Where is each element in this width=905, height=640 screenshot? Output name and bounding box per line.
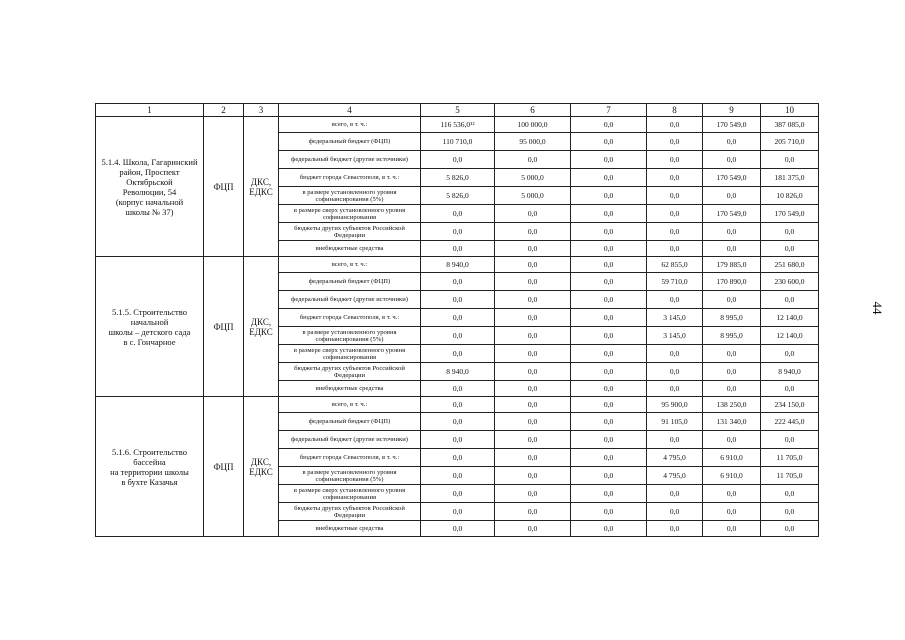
value-cell: 3 145,0 bbox=[647, 309, 703, 327]
value-cell: 0,0 bbox=[761, 345, 819, 363]
value-cell: 0,0 bbox=[495, 397, 571, 413]
project-name bbox=[96, 397, 204, 537]
value-cell: 10 826,0 bbox=[761, 187, 819, 205]
value-cell: 0,0 bbox=[495, 467, 571, 485]
value-cell: 0,0 bbox=[421, 273, 495, 291]
program-cell: ФЦП bbox=[204, 397, 244, 537]
executor-line: ЕДКС bbox=[249, 186, 273, 197]
funding-source: бюджет города Севастополя, в т. ч.: bbox=[279, 309, 421, 327]
value-cell: 0,0 bbox=[761, 241, 819, 257]
value-cell: 8 940,0 bbox=[421, 257, 495, 273]
project-name-line: Революции, 54 bbox=[122, 186, 177, 197]
value-cell: 5 826,0 bbox=[421, 169, 495, 187]
value-cell: 181 375,0 bbox=[761, 169, 819, 187]
value-cell: 0,0 bbox=[421, 205, 495, 223]
value-cell: 4 795,0 bbox=[647, 467, 703, 485]
value-cell: 0,0 bbox=[703, 431, 761, 449]
value-cell: 0,0 bbox=[571, 223, 647, 241]
value-cell: 0,0 bbox=[571, 521, 647, 537]
value-cell: 0,0 bbox=[647, 503, 703, 521]
value-cell: 0,0 bbox=[761, 431, 819, 449]
header-cell: 9 bbox=[703, 104, 761, 117]
value-cell: 0,0 bbox=[421, 151, 495, 169]
header-cell: 5 bbox=[421, 104, 495, 117]
project-name-line: в бухте Казачья bbox=[121, 476, 178, 487]
value-cell: 230 600,0 bbox=[761, 273, 819, 291]
value-cell: 0,0 bbox=[761, 151, 819, 169]
value-cell: 0,0 bbox=[647, 381, 703, 397]
value-cell: 0,0 bbox=[495, 449, 571, 467]
value-cell: 0,0 bbox=[761, 223, 819, 241]
value-cell: 8 995,0 bbox=[703, 327, 761, 345]
value-cell: 0,0 bbox=[703, 381, 761, 397]
value-cell: 0,0 bbox=[421, 503, 495, 521]
value-cell: 0,0 bbox=[421, 431, 495, 449]
value-cell: 5 826,0 bbox=[421, 187, 495, 205]
value-cell: 0,0 bbox=[703, 223, 761, 241]
funding-source: федеральный бюджет (ФЦП) bbox=[279, 273, 421, 291]
value-cell: 0,0 bbox=[571, 503, 647, 521]
value-cell: 170 890,0 bbox=[703, 273, 761, 291]
value-cell: 0,0 bbox=[421, 327, 495, 345]
value-cell: 95 000,0 bbox=[495, 133, 571, 151]
value-cell: 0,0 bbox=[571, 257, 647, 273]
page-number: 44 bbox=[870, 301, 885, 315]
value-cell: 11 705,0 bbox=[761, 467, 819, 485]
value-cell: 0,0 bbox=[761, 521, 819, 537]
value-cell: 0,0 bbox=[495, 205, 571, 223]
funding-source: в размере установленного уровня софинансирования (5%) bbox=[279, 187, 421, 205]
value-cell: 0,0 bbox=[647, 291, 703, 309]
project-name bbox=[96, 117, 204, 257]
value-cell: 0,0 bbox=[647, 187, 703, 205]
value-cell: 0,0 bbox=[571, 291, 647, 309]
executor-line: ЕДКС bbox=[249, 326, 273, 337]
funding-source: в размере установленного уровня софинансирования (5%) bbox=[279, 327, 421, 345]
value-cell: 0,0 bbox=[571, 397, 647, 413]
value-cell: 170 549,0 bbox=[703, 205, 761, 223]
value-cell: 0,0 bbox=[495, 363, 571, 381]
value-cell: 0,0 bbox=[571, 133, 647, 151]
value-cell: 0,0 bbox=[647, 133, 703, 151]
value-cell: 0,0 bbox=[703, 151, 761, 169]
value-cell: 0,0 bbox=[495, 503, 571, 521]
value-cell: 0,0 bbox=[571, 309, 647, 327]
funding-source: федеральный бюджет (другие источники) bbox=[279, 431, 421, 449]
project-name-line: 5.1.5. Строительство начальной bbox=[112, 306, 187, 327]
value-cell: 3 145,0 bbox=[647, 327, 703, 345]
value-cell: 170 549,0 bbox=[703, 117, 761, 133]
value-cell: 222 445,0 bbox=[761, 413, 819, 431]
value-cell: 0,0 bbox=[571, 449, 647, 467]
value-cell: 0,0 bbox=[571, 413, 647, 431]
value-cell: 0,0 bbox=[495, 327, 571, 345]
value-cell: 5 000,0 bbox=[495, 169, 571, 187]
value-cell: 0,0 bbox=[421, 223, 495, 241]
value-cell: 0,0 bbox=[647, 345, 703, 363]
project-name bbox=[96, 257, 204, 397]
project-name-line: на территории школы bbox=[110, 466, 189, 477]
value-cell: 0,0 bbox=[495, 381, 571, 397]
value-cell: 0,0 bbox=[703, 241, 761, 257]
value-cell: 0,0 bbox=[495, 257, 571, 273]
value-cell: 0,0 bbox=[761, 291, 819, 309]
value-cell: 251 680,0 bbox=[761, 257, 819, 273]
project-name-line: в с. Гончарное bbox=[123, 336, 176, 347]
funding-source: внебюджетные средства bbox=[279, 381, 421, 397]
executor-cell bbox=[244, 117, 279, 257]
value-cell: 8 995,0 bbox=[703, 309, 761, 327]
value-cell: 0,0 bbox=[571, 363, 647, 381]
value-cell: 0,0 bbox=[703, 363, 761, 381]
value-cell: 0,0 bbox=[647, 363, 703, 381]
value-cell: 0,0 bbox=[571, 117, 647, 133]
budget-table bbox=[95, 103, 819, 537]
executor-line: ДКС, bbox=[250, 456, 272, 467]
project-name-line: школы № 37) bbox=[125, 206, 174, 217]
header-cell: 2 bbox=[204, 104, 244, 117]
value-cell: 205 710,0 bbox=[761, 133, 819, 151]
project-name-line: (корпус начальной bbox=[115, 196, 184, 207]
value-cell: 0,0 bbox=[421, 467, 495, 485]
value-cell: 5 000,0 bbox=[495, 187, 571, 205]
value-cell: 0,0 bbox=[421, 485, 495, 503]
value-cell: 0,0 bbox=[647, 223, 703, 241]
value-cell: 6 910,0 bbox=[703, 467, 761, 485]
value-cell: 138 250,0 bbox=[703, 397, 761, 413]
executor-cell bbox=[244, 257, 279, 397]
value-cell: 0,0 bbox=[495, 413, 571, 431]
program-cell: ФЦП bbox=[204, 117, 244, 257]
value-cell: 0,0 bbox=[421, 241, 495, 257]
value-cell: 234 150,0 bbox=[761, 397, 819, 413]
header-cell: 1 bbox=[96, 104, 204, 117]
value-cell: 0,0 bbox=[421, 291, 495, 309]
value-cell: 179 885,0 bbox=[703, 257, 761, 273]
value-cell: 0,0 bbox=[495, 485, 571, 503]
value-cell: 0,0 bbox=[571, 485, 647, 503]
value-cell: 0,0 bbox=[571, 151, 647, 169]
value-cell: 0,0 bbox=[421, 521, 495, 537]
value-cell: 0,0 bbox=[571, 205, 647, 223]
header-row bbox=[96, 104, 819, 117]
value-cell: 0,0 bbox=[571, 187, 647, 205]
funding-source: федеральный бюджет (ФЦП) bbox=[279, 413, 421, 431]
funding-source: в размере сверх установленного уровня софинансирования bbox=[279, 345, 421, 363]
project-name-line: школы – детского сада bbox=[108, 326, 191, 337]
value-cell: 0,0 bbox=[647, 117, 703, 133]
value-cell: 0,0 bbox=[571, 273, 647, 291]
funding-source: всего, в т. ч.: bbox=[279, 117, 421, 133]
value-cell: 12 140,0 bbox=[761, 309, 819, 327]
value-cell: 62 855,0 bbox=[647, 257, 703, 273]
value-cell: 0,0 bbox=[761, 485, 819, 503]
funding-source: в размере сверх установленного уровня софинансирования bbox=[279, 485, 421, 503]
value-cell: 0,0 bbox=[647, 485, 703, 503]
value-cell: 6 910,0 bbox=[703, 449, 761, 467]
header-cell: 7 bbox=[571, 104, 647, 117]
value-cell: 8 940,0 bbox=[761, 363, 819, 381]
program-cell: ФЦП bbox=[204, 257, 244, 397]
funding-source: бюджеты других субъектов Российской Федерации bbox=[279, 223, 421, 241]
value-cell: 0,0 bbox=[571, 431, 647, 449]
value-cell: 59 710,0 bbox=[647, 273, 703, 291]
value-cell: 0,0 bbox=[421, 397, 495, 413]
value-cell: 0,0 bbox=[703, 133, 761, 151]
value-cell: 91 105,0 bbox=[647, 413, 703, 431]
header-cell: 6 bbox=[495, 104, 571, 117]
funding-source: бюджеты других субъектов Российской Федерации bbox=[279, 363, 421, 381]
value-cell: 0,0 bbox=[495, 345, 571, 363]
value-cell: 95 900,0 bbox=[647, 397, 703, 413]
funding-source: федеральный бюджет (другие источники) bbox=[279, 151, 421, 169]
value-cell: 0,0 bbox=[571, 327, 647, 345]
value-cell: 0,0 bbox=[571, 345, 647, 363]
funding-source: федеральный бюджет (другие источники) bbox=[279, 291, 421, 309]
value-cell: 0,0 bbox=[703, 503, 761, 521]
funding-source: бюджет города Севастополя, в т. ч.: bbox=[279, 169, 421, 187]
table-row bbox=[96, 117, 819, 133]
value-cell: 0,0 bbox=[495, 273, 571, 291]
value-cell: 0,0 bbox=[495, 431, 571, 449]
project-name-line: 5.1.6. Строительство бассейна bbox=[112, 446, 187, 467]
value-cell: 0,0 bbox=[703, 485, 761, 503]
value-cell: 0,0 bbox=[495, 521, 571, 537]
funding-source: в размере сверх установленного уровня софинансирования bbox=[279, 205, 421, 223]
executor-line: ЕДКС bbox=[249, 466, 273, 477]
table-row bbox=[96, 397, 819, 413]
value-cell: 0,0 bbox=[571, 381, 647, 397]
value-cell: 100 000,0 bbox=[495, 117, 571, 133]
value-cell: 110 710,0 bbox=[421, 133, 495, 151]
value-cell: 0,0 bbox=[647, 241, 703, 257]
value-cell: 0,0 bbox=[421, 309, 495, 327]
project-name-line: 5.1.4. Школа, Гагаринский bbox=[101, 156, 198, 167]
funding-source: внебюджетные средства bbox=[279, 241, 421, 257]
value-cell: 0,0 bbox=[571, 241, 647, 257]
value-cell: 0,0 bbox=[495, 151, 571, 169]
value-cell: 0,0 bbox=[571, 467, 647, 485]
value-cell: 0,0 bbox=[647, 205, 703, 223]
funding-source: бюджет города Севастополя, в т. ч.: bbox=[279, 449, 421, 467]
value-cell: 0,0 bbox=[703, 291, 761, 309]
table-row bbox=[96, 257, 819, 273]
header-cell: 10 bbox=[761, 104, 819, 117]
value-cell: 0,0 bbox=[703, 345, 761, 363]
value-cell: 0,0 bbox=[703, 187, 761, 205]
value-cell: 170 549,0 bbox=[761, 205, 819, 223]
executor-line: ДКС, bbox=[250, 316, 272, 327]
value-cell: 0,0 bbox=[495, 241, 571, 257]
value-cell: 0,0 bbox=[421, 449, 495, 467]
funding-source: всего, в т. ч.: bbox=[279, 257, 421, 273]
value-cell: 131 340,0 bbox=[703, 413, 761, 431]
value-cell: 0,0 bbox=[421, 413, 495, 431]
funding-source: в размере установленного уровня софинансирования (5%) bbox=[279, 467, 421, 485]
value-cell: 0,0 bbox=[495, 309, 571, 327]
executor-cell bbox=[244, 397, 279, 537]
value-cell: 12 140,0 bbox=[761, 327, 819, 345]
value-cell: 0,0 bbox=[421, 345, 495, 363]
value-cell: 0,0 bbox=[495, 291, 571, 309]
value-cell: 387 085,0 bbox=[761, 117, 819, 133]
value-cell: 0,0 bbox=[761, 381, 819, 397]
value-cell: 0,0 bbox=[761, 503, 819, 521]
value-cell: 0,0 bbox=[647, 151, 703, 169]
value-cell: 11 705,0 bbox=[761, 449, 819, 467]
funding-source: федеральный бюджет (ФЦП) bbox=[279, 133, 421, 151]
value-cell: 0,0 bbox=[571, 169, 647, 187]
value-cell: 0,0 bbox=[647, 169, 703, 187]
header-cell: 3 bbox=[244, 104, 279, 117]
value-cell: 4 795,0 bbox=[647, 449, 703, 467]
funding-source: всего, в т. ч.: bbox=[279, 397, 421, 413]
value-cell: 170 549,0 bbox=[703, 169, 761, 187]
header-cell: 8 bbox=[647, 104, 703, 117]
value-cell: 0,0 bbox=[703, 521, 761, 537]
value-cell: 0,0 bbox=[421, 381, 495, 397]
header-cell: 4 bbox=[279, 104, 421, 117]
funding-source: бюджеты других субъектов Российской Федерации bbox=[279, 503, 421, 521]
value-cell: 8 940,0 bbox=[421, 363, 495, 381]
value-cell: 0,0 bbox=[647, 521, 703, 537]
funding-source: внебюджетные средства bbox=[279, 521, 421, 537]
value-cell: 116 536,0¹² bbox=[421, 117, 495, 133]
project-name-line: район, Проспект Октябрьской bbox=[119, 166, 180, 187]
value-cell: 0,0 bbox=[647, 431, 703, 449]
value-cell: 0,0 bbox=[495, 223, 571, 241]
executor-line: ДКС, bbox=[250, 176, 272, 187]
